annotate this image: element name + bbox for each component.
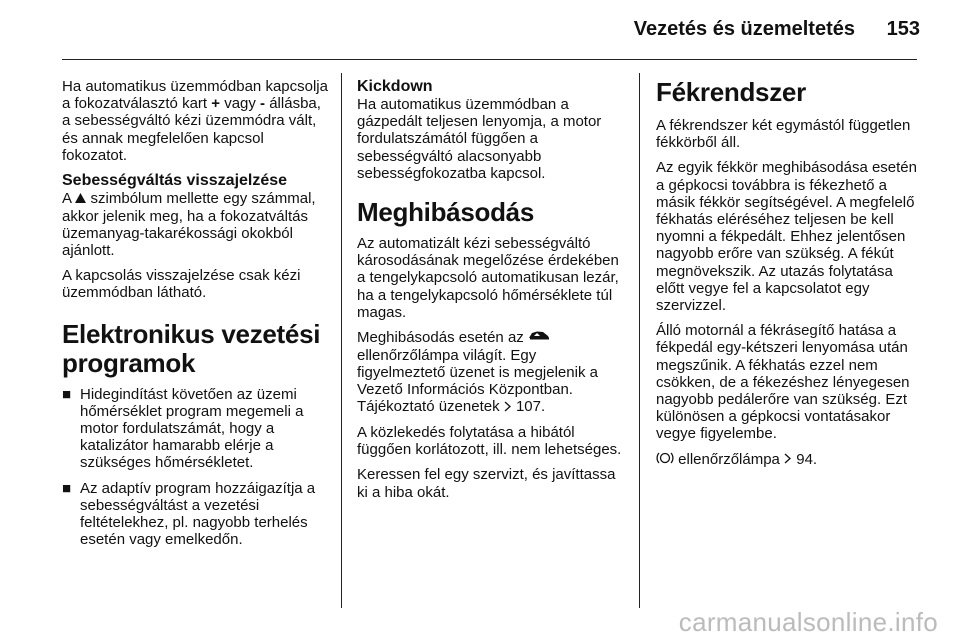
text: ellenőrzőlámpa xyxy=(678,450,780,468)
text: szimbólum mellette egy számmal, akkor jelenik meg, ha a fokozatváltás üzemanyag-takarékossági okokból ajánlott. xyxy=(62,190,316,260)
header-title: Vezetés és üzemeltetés xyxy=(633,18,855,40)
paragraph-manual-mode xyxy=(62,78,330,164)
text: Meghibásodás esetén az xyxy=(357,329,524,347)
text: ellenőrzőlámpa világít. Egy figyelmeztető üzenet is megjelenik a Vezető Információs Központban. Tájékoztató üzenetek xyxy=(357,346,598,416)
text: Ha automatikus üzemmódban kapcsolja a fokozatválasztó kart xyxy=(62,78,328,113)
brake-warning-icon xyxy=(656,451,674,469)
paragraph-warning-lamp xyxy=(357,329,627,416)
column-divider-2 xyxy=(639,73,640,608)
text: állásba, a sebességváltó kézi üzemmódra vált, és annak megfelelően kapcsol fokozatot. xyxy=(62,95,321,164)
page-reference-icon xyxy=(504,399,512,416)
plus-symbol: + xyxy=(211,95,221,113)
column-2 xyxy=(357,78,627,509)
list-item xyxy=(62,480,330,549)
minus-symbol: - xyxy=(260,95,266,113)
paragraph-brake-lamp xyxy=(656,451,924,469)
heading-brake-system: Fékrendszer xyxy=(656,77,806,107)
text: A xyxy=(62,190,72,208)
column-divider-1 xyxy=(341,73,342,608)
heading-electronic-programs: Elektronikus vezetési programok xyxy=(62,318,321,378)
page-reference-icon xyxy=(784,451,792,468)
paragraph-visit-service: Keressen fel egy szervizt, és javíttassa ki a hiba okát. xyxy=(357,466,616,501)
page-reference: 94. xyxy=(796,450,818,468)
paragraph-traffic-limited: A közlekedés folytatása a hibától függően korlátozott, ill. nem lehetséges. xyxy=(357,423,622,459)
heading-kickdown: Kickdown xyxy=(357,78,433,95)
column-1 xyxy=(62,78,330,556)
text: vagy xyxy=(224,95,256,113)
column-3 xyxy=(656,78,924,477)
paragraph-circuit-failure: Az egyik fékkör meghibásodása esetén a gépkocsi továbbra is fékezhető a másik fékkör segítségével. A megfelelő fékhatás eléréséhez teljesen be kell nyomni a fékpedált. Ehhez jelentősen nagyobb erőre van szükség. A fékút megnövekszik. Az utazás folytatása előtt vegye fel a kapcsolatot egy szervizzel. xyxy=(656,159,917,315)
paragraph-dual-circuit: A fékrendszer két egymástól független fékkörből áll. xyxy=(656,117,911,152)
list-item xyxy=(62,386,330,472)
list-item-text: Az adaptív program hozzáigazítja a sebességváltást a vezetési feltételekhez, pl. nagyobb terhelés esetén vagy emelkedőn. xyxy=(80,479,316,549)
heading-shift-feedback: Sebességváltás visszajelzése xyxy=(62,172,288,190)
bullet-icon: ■ xyxy=(62,385,72,403)
paragraph-shift-manual-only: A kapcsolás visszajelzése csak kézi üzemmódban látható. xyxy=(62,267,301,302)
page-number: 153 xyxy=(886,18,920,40)
header-rule xyxy=(62,59,917,60)
heading-fault: Meghibásodás xyxy=(357,197,534,228)
paragraph-shift-symbol xyxy=(62,190,330,259)
watermark: carmanualsonline.info xyxy=(678,607,938,637)
paragraph-kickdown: Ha automatikus üzemmódban a gázpedált teljesen lenyomja, a motor fordulatszámától függően a sebességváltó alacsonyabb sebességfokozatba kapcsol. xyxy=(357,96,602,182)
page-header xyxy=(0,0,960,60)
bullet-list xyxy=(62,386,330,549)
page-reference: 107. xyxy=(515,398,546,416)
list-item-text: Hidegindítást követően az üzemi hőmérséklet program megemeli a motor fordulatszámát, hogy a katalizátor hamarabb elérje a szükséges hőmérsékletet. xyxy=(80,385,304,472)
bullet-icon: ■ xyxy=(62,479,72,497)
upshift-triangle-icon xyxy=(75,190,86,207)
paragraph-clutch-protection: Az automatizált kézi sebességváltó károsodásának megelőzése érdekében a tengelykapcsoló automatikusan lezár, ha a tengelykapcsoló hőmérséklete túl magas. xyxy=(357,235,619,321)
car-gearbox-warning-icon xyxy=(528,329,550,346)
paragraph-engine-off: Álló motornál a fékrásegítő hatása a fékpedál egy-kétszeri lenyomása után megszűnik. A fékhatás ezzel nem csökken, de a fékezéshez lényegesen nagyobb pedálerőre van szükség. Ezt különösen a gépkocsi vontatásakor vegye figyelembe. xyxy=(656,322,910,443)
